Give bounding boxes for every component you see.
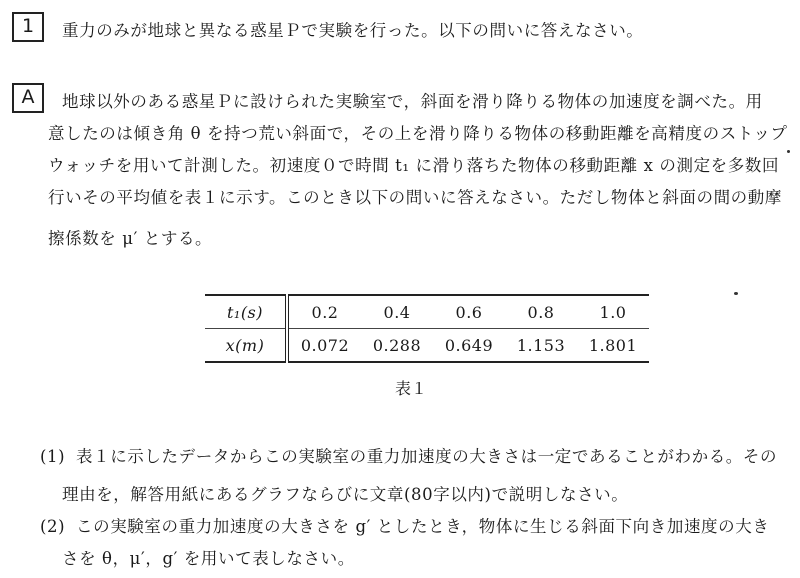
part-a-line-5: 擦係数を μ′ とする。 (48, 229, 213, 248)
table-cell: 0.6 (433, 295, 505, 329)
question-1-line-1: 表１に示したデータからこの実験室の重力加速度の大きさは一定であることがわかる。その (76, 447, 778, 466)
table-cell: 0.2 (287, 295, 361, 329)
question-2-line-1: この実験室の重力加速度の大きさを g′ としたとき，物体に生じる斜面下向き加速度の大き (76, 517, 770, 536)
table-header-distance: x(m) (205, 329, 287, 363)
table-cell: 1.0 (577, 295, 649, 329)
question-2-number: (2) (40, 517, 66, 536)
table-cell: 1.801 (577, 329, 649, 363)
table-row (205, 295, 649, 329)
table-cell: 0.072 (287, 329, 361, 363)
scan-speck (734, 292, 738, 295)
table-cell: 1.153 (505, 329, 577, 363)
part-a-line-1: 地球以外のある惑星Ｐに設けられた実験室で，斜面を滑り降りる物体の加速度を調べた。用 (62, 92, 763, 111)
table-header-time: t₁(s) (205, 295, 287, 329)
table-caption: 表１ (395, 379, 428, 398)
question-2-line-2: さを θ，μ′，g′ を用いて表しなさい。 (62, 549, 355, 568)
table-cell: 0.288 (361, 329, 433, 363)
question-1-number: (1) (40, 447, 66, 466)
scan-speck (787, 150, 790, 153)
table-cell: 0.4 (361, 295, 433, 329)
data-table (205, 294, 649, 363)
part-a-line-4: 行いその平均値を表１に示す。このとき以下の問いに答えなさい。ただし物体と斜面の間の動摩 (48, 188, 782, 207)
part-a-line-2: 意したのは傾き角 θ を持つ荒い斜面で，その上を滑り降りる物体の移動距離を高精度のストップ (48, 124, 788, 143)
part-a-box (12, 83, 44, 113)
problem-intro: 重力のみが地球と異なる惑星Ｐで実験を行った。以下の問いに答えなさい。 (62, 21, 644, 40)
part-a-label: A (21, 86, 35, 108)
table-cell: 0.649 (433, 329, 505, 363)
problem-number: 1 (21, 15, 35, 37)
problem-number-box (12, 12, 44, 42)
table-row (205, 329, 649, 363)
part-a-line-3: ウォッチを用いて計測した。初速度０で時間 t₁ に滑り落ちた物体の移動距離 x の測定を多数回 (48, 156, 780, 175)
table-cell: 0.8 (505, 295, 577, 329)
question-1-line-2: 理由を，解答用紙にあるグラフならびに文章(80字以内)で説明しなさい。 (62, 485, 629, 504)
